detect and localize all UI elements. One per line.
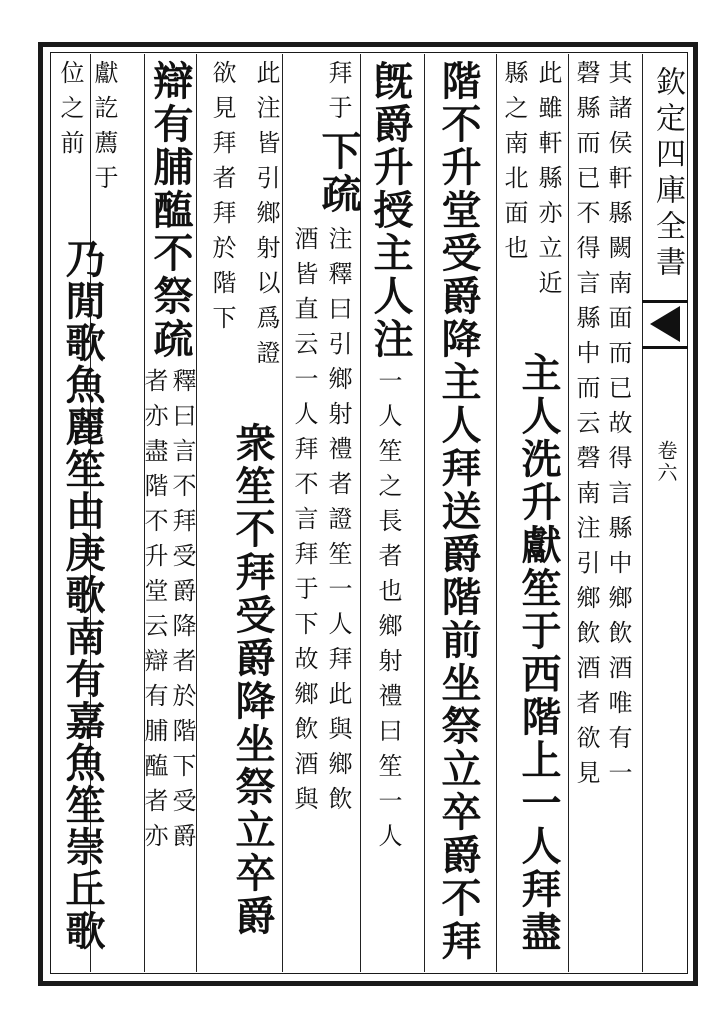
column-rule — [496, 54, 497, 972]
column-rule — [568, 54, 569, 972]
text-column: 此雖軒縣亦立近 — [534, 60, 562, 305]
fish-tail-mark — [650, 306, 680, 342]
fish-tail-line — [642, 300, 688, 303]
text-column: 位之前 — [56, 60, 84, 165]
text-column: 注釋曰引鄉射禮者證笙一人拜此與鄉飲 — [324, 226, 352, 821]
text-column: 一人笙之長者也鄉射禮曰笙一人 — [374, 368, 402, 858]
text-column: 欲見拜者拜於階下 — [208, 60, 236, 340]
volume-label: 卷六 — [654, 440, 678, 484]
text-column: 磬縣而已不得言縣中而云磬南注引鄉飲酒者欲見 — [572, 60, 600, 795]
fish-tail-line — [642, 346, 688, 349]
text-column: 下疏 — [315, 130, 362, 216]
text-column: 辯有脯醢不祭疏 — [147, 60, 194, 361]
header-title: 欽定四庫全書 — [650, 66, 685, 282]
column-rule — [282, 54, 283, 972]
text-column: 釋曰言不拜受爵降者於階下受爵 — [168, 368, 196, 858]
text-column: 其諸侯軒縣闕南面而已故得言縣中鄉飲酒唯有一 — [604, 60, 632, 795]
text-column: 獻訖薦于 — [90, 60, 118, 200]
text-column: 衆笙不拜受爵降坐祭立卒爵 — [229, 422, 276, 938]
text-column: 旣爵升授主人注 — [367, 60, 414, 361]
text-column: 此注皆引鄉射以爲證 — [252, 60, 280, 375]
text-column: 酒皆直云一人拜不言拜于下故鄉飲酒與 — [290, 226, 318, 821]
text-column: 階不升堂受爵降主人拜送爵階前坐祭立卒爵不拜 — [435, 60, 482, 963]
column-rule — [196, 54, 197, 972]
column-rule — [424, 54, 425, 972]
text-column: 拜于 — [324, 60, 352, 130]
text-column: 者亦盡階不升堂云辯有脯醢者亦 — [140, 368, 168, 858]
text-column: 乃閒歌魚麗笙由庚歌南有嘉魚笙崇丘歌 — [59, 238, 106, 952]
text-column: 縣之南北面也 — [500, 60, 528, 270]
text-column: 主人洗升獻笙于西階上一人拜盡 — [515, 352, 562, 954]
